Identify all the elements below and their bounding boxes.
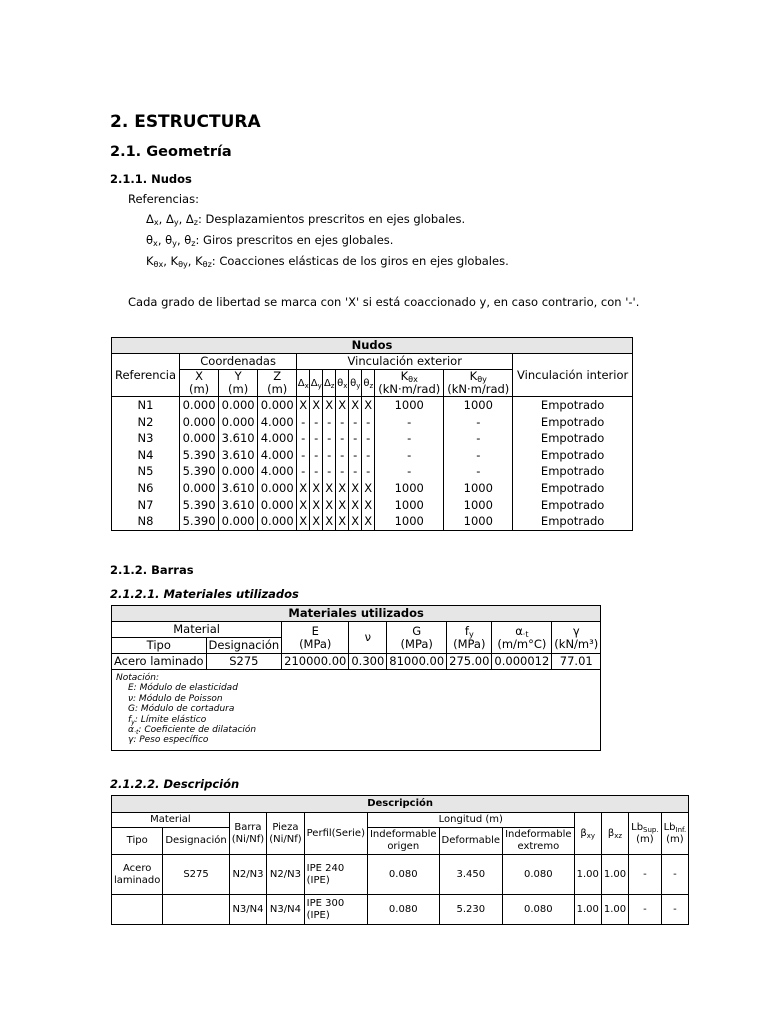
cell: X (297, 397, 310, 414)
cell: - (349, 430, 362, 447)
cell: 3.610 (219, 430, 258, 447)
cell: - (323, 447, 336, 464)
col-vinculacion-interior: Vinculación interior (513, 354, 633, 397)
col-pieza: Pieza (Ni/Nf) (267, 813, 304, 855)
cell: X (362, 513, 375, 530)
cell: - (629, 895, 661, 925)
notation-fy: $f_y$: Límite elástico (128, 714, 207, 726)
table-row (112, 895, 689, 925)
col-indef-origen: Indeformable origen (367, 828, 439, 855)
cell: - (336, 430, 349, 447)
cell: N1 (112, 397, 180, 414)
description-table (111, 795, 689, 925)
cell: 1.00 (601, 855, 628, 895)
reference-rotations-text: : Giros prescritos en ejes globales. (195, 233, 394, 247)
cell: 5.390 (180, 497, 219, 514)
cell: - (310, 414, 323, 431)
col-nu: ν (349, 622, 387, 654)
col-ky: $K_{\theta y}$ (kN·m/rad) (444, 370, 513, 397)
cell: X (310, 397, 323, 414)
col-lbinf: $Lb_{Inf.}$ (m) (661, 813, 689, 855)
cell: Empotrado (513, 480, 633, 497)
cell: N8 (112, 513, 180, 530)
col-ty: $\theta_y$ (349, 370, 362, 397)
k-symbols: $K_{\theta x}$, $K_{\theta y}$, $K_{\theta z}$ (146, 254, 212, 269)
cell: N2/N3 (229, 855, 266, 895)
cell: 210000.00 (282, 654, 349, 670)
cell: 0.000 (180, 430, 219, 447)
cell: X (323, 397, 336, 414)
cell: S275 (206, 654, 282, 670)
cell: - (310, 447, 323, 464)
cell: X (336, 480, 349, 497)
cell: 1000 (444, 397, 513, 414)
col-fy: $f_y$ (MPa) (447, 622, 492, 654)
cell: - (336, 447, 349, 464)
col-x: X (m) (180, 370, 219, 397)
col-material: Material (112, 622, 282, 638)
cell: 0.000 (219, 463, 258, 480)
cell: 0.000 (258, 480, 297, 497)
cell: - (323, 430, 336, 447)
cell: X (349, 513, 362, 530)
cell: 3.450 (439, 855, 503, 895)
cell: N4 (112, 447, 180, 464)
cell: 0.080 (503, 855, 575, 895)
cell: - (349, 414, 362, 431)
cell: - (297, 430, 310, 447)
notation-g: G: Módulo de cortadura (128, 704, 235, 715)
col-material: Material (112, 813, 230, 828)
cell: 0.000 (258, 397, 297, 414)
cell: S275 (163, 855, 229, 895)
cell: - (362, 463, 375, 480)
cell: 275.00 (447, 654, 492, 670)
col-deformable: Deformable (439, 828, 503, 855)
cell: Empotrado (513, 463, 633, 480)
description-heading: 2.1.2.2. Descripción (110, 777, 240, 791)
cell: 3.610 (219, 497, 258, 514)
nudos-heading: 2.1.1. Nudos (110, 172, 192, 186)
notation-e: E: Módulo de elasticidad (128, 683, 238, 694)
cell: Empotrado (513, 397, 633, 414)
cell (163, 895, 229, 925)
cell: 0.000012 (492, 654, 552, 670)
cell: N6 (112, 480, 180, 497)
cell: - (375, 463, 444, 480)
cell: 1.00 (574, 855, 601, 895)
materials-table-caption: Materiales utilizados (112, 606, 601, 622)
cell: 0.000 (219, 513, 258, 530)
cell: X (349, 480, 362, 497)
cell: 1.00 (601, 895, 628, 925)
notation-gamma: γ: Peso específico (128, 735, 209, 746)
cell: IPE 300 (IPE) (304, 895, 367, 925)
col-coordenadas: Coordenadas (180, 354, 297, 370)
cell: - (444, 447, 513, 464)
cell: - (444, 463, 513, 480)
cell: X (297, 480, 310, 497)
cell: 81000.00 (387, 654, 447, 670)
cell: N3/N4 (229, 895, 266, 925)
cell: - (297, 463, 310, 480)
notation-alpha: $\alpha_{\cdot t}$: Coeficiente de dilatación (128, 725, 257, 737)
references-label: Referencias: (128, 192, 199, 206)
cell: - (336, 463, 349, 480)
cell: 0.000 (219, 414, 258, 431)
cell: - (323, 463, 336, 480)
cell: X (362, 480, 375, 497)
cell: Empotrado (513, 447, 633, 464)
cell: 3.610 (219, 480, 258, 497)
cell: - (629, 855, 661, 895)
cell: - (375, 447, 444, 464)
col-g: G (MPa) (387, 622, 447, 654)
cell: X (349, 497, 362, 514)
cell: X (336, 497, 349, 514)
cell: 1.00 (574, 895, 601, 925)
cell: 4.000 (258, 463, 297, 480)
cell: - (362, 430, 375, 447)
col-designacion: Designación (163, 828, 229, 855)
cell: - (297, 414, 310, 431)
cell: 4.000 (258, 430, 297, 447)
cell: 77.01 (552, 654, 601, 670)
materials-heading: 2.1.2.1. Materiales utilizados (110, 587, 299, 601)
col-dy: $\Delta_y$ (310, 370, 323, 397)
cell: - (375, 430, 444, 447)
section-heading-geometria: 2.1. Geometría (110, 144, 232, 160)
col-dz: $\Delta_z$ (323, 370, 336, 397)
cell: 4.000 (258, 447, 297, 464)
description-table-caption: Descripción (112, 796, 689, 813)
cell: 1000 (375, 397, 444, 414)
cell: - (349, 447, 362, 464)
col-bxz: $\beta_{xz}$ (601, 813, 628, 855)
cell: IPE 240 (IPE) (304, 855, 367, 895)
col-dx: $\Delta_x$ (297, 370, 310, 397)
col-vinculacion-exterior: Vinculación exterior (297, 354, 513, 370)
cell: Empotrado (513, 513, 633, 530)
col-bxy: $\beta_{xy}$ (574, 813, 601, 855)
cell: X (323, 497, 336, 514)
cell: N3 (112, 430, 180, 447)
cell: N7 (112, 497, 180, 514)
col-tx: $\theta_x$ (336, 370, 349, 397)
cell: 1000 (375, 497, 444, 514)
cell: - (375, 414, 444, 431)
cell: 0.000 (219, 397, 258, 414)
cell: - (362, 447, 375, 464)
cell: 1000 (375, 480, 444, 497)
col-tipo: Tipo (112, 828, 163, 855)
cell: 0.080 (367, 855, 439, 895)
cell: X (362, 397, 375, 414)
cell: - (362, 414, 375, 431)
cell: - (323, 414, 336, 431)
cell: Acero laminado (112, 654, 207, 670)
cell: N2/N3 (267, 855, 304, 895)
col-indef-extremo: Indeformable extremo (503, 828, 575, 855)
cell: - (444, 414, 513, 431)
cell: - (444, 430, 513, 447)
col-lbsup: $Lb_{Sup.}$ (m) (629, 813, 661, 855)
cell: 1000 (375, 513, 444, 530)
cell: X (310, 480, 323, 497)
cell: X (349, 397, 362, 414)
reference-displacements-text: : Desplazamientos prescritos en ejes globales. (198, 212, 466, 226)
col-longitud: Longitud (m) (367, 813, 574, 828)
cell: 0.000 (258, 497, 297, 514)
cell: 1000 (444, 480, 513, 497)
cell: Empotrado (513, 430, 633, 447)
cell: 0.080 (367, 895, 439, 925)
col-z: Z (m) (258, 370, 297, 397)
cell: X (310, 513, 323, 530)
cell: X (323, 480, 336, 497)
cell: Acero laminado (112, 855, 163, 895)
cell: 1000 (444, 497, 513, 514)
barras-heading: 2.1.2. Barras (110, 563, 194, 577)
section-heading-estructura: 2. ESTRUCTURA (110, 112, 261, 132)
cell: X (336, 513, 349, 530)
notation-title: Notación: (116, 673, 159, 683)
cell: 0.080 (503, 895, 575, 925)
cell: X (297, 497, 310, 514)
col-referencia: Referencia (112, 354, 180, 397)
cell: 0.000 (180, 397, 219, 414)
cell: 5.230 (439, 895, 503, 925)
cell: X (336, 397, 349, 414)
col-designacion: Designación (206, 638, 282, 654)
cell: 5.390 (180, 513, 219, 530)
col-tipo: Tipo (112, 638, 207, 654)
table-row (112, 855, 689, 895)
col-alpha: $\alpha_{\cdot t}$ (m/m°C) (492, 622, 552, 654)
cell: 0.000 (180, 480, 219, 497)
cell: - (310, 430, 323, 447)
col-e: E (MPa) (282, 622, 349, 654)
cell: N2 (112, 414, 180, 431)
col-perfil: Perfil(Serie) (304, 813, 367, 855)
cell: - (336, 414, 349, 431)
delta-symbols: $\Delta_x$, $\Delta_y$, $\Delta_z$ (146, 212, 199, 227)
constraint-note: Cada grado de libertad se marca con 'X' si está coaccionado y, en caso contrario, con '-'. (128, 295, 640, 309)
col-y: Y (m) (219, 370, 258, 397)
cell: 0.300 (349, 654, 387, 670)
cell: - (661, 855, 689, 895)
cell: Empotrado (513, 497, 633, 514)
col-tz: $\theta_z$ (362, 370, 375, 397)
cell: X (297, 513, 310, 530)
reference-elastic-text: : Coacciones elásticas de los giros en ejes globales. (211, 254, 509, 268)
col-kx: $K_{\theta x}$ (kN·m/rad) (375, 370, 444, 397)
theta-symbols: $\theta_x$, $\theta_y$, $\theta_z$ (146, 233, 196, 248)
cell: X (310, 497, 323, 514)
cell: 0.000 (258, 513, 297, 530)
cell: - (661, 895, 689, 925)
nodes-table-caption: Nudos (112, 338, 633, 354)
col-gamma: γ (kN/m³) (552, 622, 601, 654)
cell: 5.390 (180, 463, 219, 480)
cell: - (297, 447, 310, 464)
col-barra: Barra (Ni/Nf) (229, 813, 266, 855)
cell: - (349, 463, 362, 480)
cell: - (310, 463, 323, 480)
cell: N3/N4 (267, 895, 304, 925)
cell: Empotrado (513, 414, 633, 431)
cell: 1000 (444, 513, 513, 530)
cell (112, 895, 163, 925)
cell: 3.610 (219, 447, 258, 464)
cell: 5.390 (180, 447, 219, 464)
notation-nu: ν: Módulo de Poisson (128, 693, 223, 704)
cell: X (323, 513, 336, 530)
cell: X (362, 497, 375, 514)
cell: N5 (112, 463, 180, 480)
cell: 4.000 (258, 414, 297, 431)
cell: 0.000 (180, 414, 219, 431)
